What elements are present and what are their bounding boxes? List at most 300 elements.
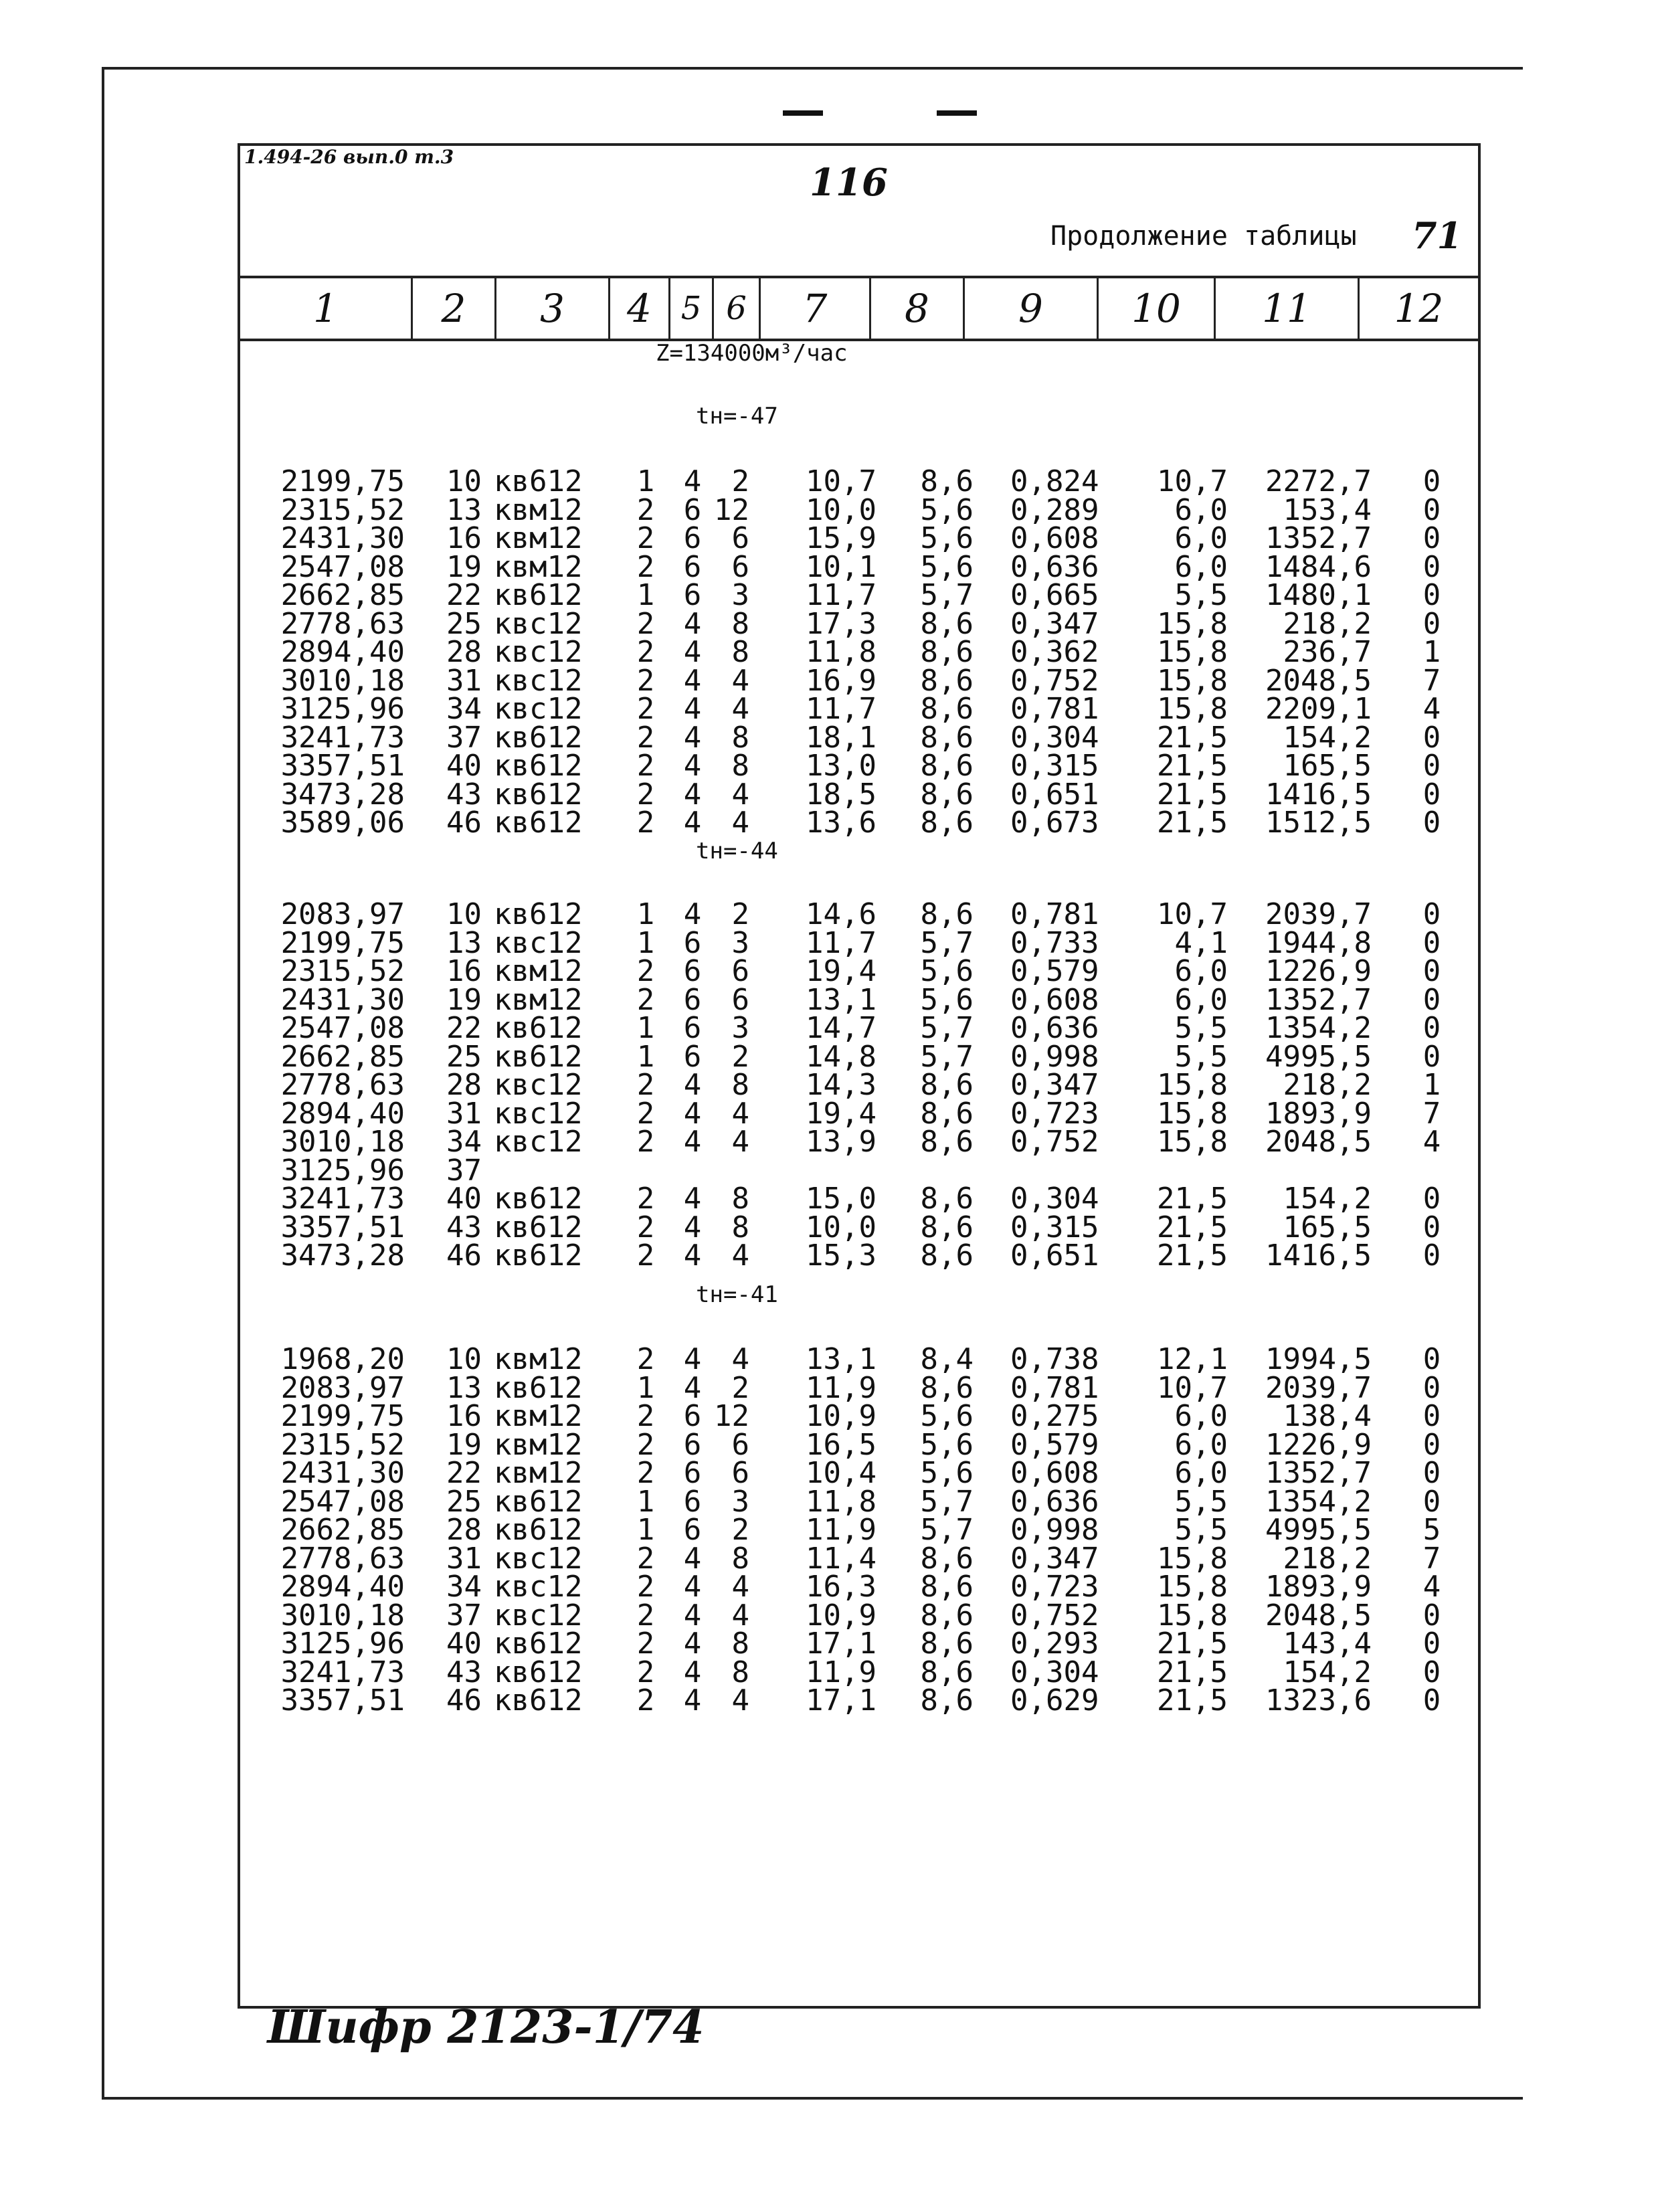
cell-col-8: 8,6 [920, 1238, 974, 1273]
table-row [0, 1399, 1660, 1433]
cell-col-3: кв612 [494, 1182, 583, 1216]
table-row [0, 578, 1660, 612]
cell-col-7: 14,3 [806, 1068, 877, 1102]
cell-col-7: 10,9 [806, 1399, 877, 1433]
cell-col-11: 218,2 [1283, 1068, 1372, 1102]
cell-col-5: 6 [683, 549, 702, 584]
cell-col-5: 6 [683, 1513, 702, 1547]
cell-col-3: кв612 [494, 1011, 583, 1045]
cell-col-10: 5,5 [1174, 578, 1228, 612]
table-row [0, 1096, 1660, 1131]
cell-col-4: 1 [636, 1370, 655, 1405]
cell-col-1: 2083,97 [280, 897, 405, 931]
cell-col-4: 2 [636, 1598, 655, 1633]
flow-rate-subtitle: Z=134000м³/час [656, 340, 848, 367]
cell-col-1: 2662,85 [280, 1039, 405, 1074]
cell-col-3: квс12 [494, 663, 583, 698]
cell-col-12: 0 [1422, 720, 1441, 755]
cell-col-1: 2894,40 [280, 1096, 405, 1131]
cell-col-4: 2 [636, 663, 655, 698]
cell-col-5: 4 [683, 1068, 702, 1102]
reference-code: 1.494-26 вып.0 т.3 [244, 146, 454, 168]
cell-col-8: 8,6 [920, 749, 974, 783]
cell-col-3: квм12 [494, 954, 583, 988]
cell-col-12: 0 [1422, 492, 1441, 527]
cell-col-4: 2 [636, 635, 655, 669]
cell-col-12: 0 [1422, 806, 1441, 840]
cell-col-9: 0,781 [1010, 692, 1099, 726]
cell-col-9: 0,608 [1010, 982, 1099, 1017]
table-row [0, 492, 1660, 527]
cell-col-3: квм12 [494, 492, 583, 527]
cell-col-5: 6 [683, 1484, 702, 1519]
cell-col-5: 6 [683, 492, 702, 527]
cell-col-3: кв612 [494, 897, 583, 931]
table-row [0, 1572, 1660, 1602]
cell-col-12: 4 [1422, 1125, 1441, 1159]
cell-col-2: 10 [446, 1342, 482, 1376]
cell-col-7: 15,0 [806, 1182, 877, 1216]
cell-col-10: 21,5 [1157, 1238, 1228, 1273]
cell-col-5: 4 [683, 806, 702, 840]
cell-col-8: 8,6 [920, 1541, 974, 1576]
cell-col-3: квс12 [494, 925, 583, 960]
table-number: 71 [1412, 214, 1463, 257]
cell-col-11: 236,7 [1283, 635, 1372, 669]
cell-col-1: 2199,75 [280, 925, 405, 960]
cell-col-1: 2315,52 [280, 492, 405, 527]
cell-col-8: 8,6 [920, 1210, 974, 1245]
cell-col-1: 2547,08 [280, 1011, 405, 1045]
cell-col-6: 6 [731, 521, 749, 555]
cell-col-10: 15,8 [1157, 606, 1228, 641]
cell-col-5: 4 [683, 635, 702, 669]
cell-col-10: 6,0 [1174, 492, 1228, 527]
cell-col-8: 8,6 [920, 692, 974, 726]
cell-col-5: 4 [683, 464, 702, 498]
cell-col-8: 5,7 [920, 1039, 974, 1074]
cell-col-7: 10,9 [806, 1598, 877, 1633]
cell-col-9: 0,304 [1010, 1182, 1099, 1216]
cell-col-5: 4 [683, 1541, 702, 1576]
cell-col-8: 8,6 [920, 720, 974, 755]
cell-col-8: 5,7 [920, 1484, 974, 1519]
cell-col-2: 28 [446, 635, 482, 669]
cell-col-6: 4 [731, 1683, 749, 1718]
cell-col-6: 4 [731, 1238, 749, 1273]
cell-col-7: 13,0 [806, 749, 877, 783]
cell-col-4: 2 [636, 1182, 655, 1216]
cell-col-11: 1994,5 [1265, 1342, 1372, 1376]
cell-col-3: квс12 [494, 1068, 583, 1102]
table-row [0, 1655, 1660, 1689]
cell-col-1: 2315,52 [280, 954, 405, 988]
cell-col-4: 2 [636, 749, 655, 783]
cell-col-6: 4 [731, 1096, 749, 1131]
table-row [0, 1238, 1660, 1273]
cell-col-6: 8 [731, 720, 749, 755]
cell-col-7: 13,1 [806, 982, 877, 1017]
cell-col-9: 0,651 [1010, 777, 1099, 812]
cell-col-8: 8,6 [920, 1068, 974, 1102]
footer-cipher: Шифр 2123-1/74 [268, 2001, 705, 2054]
table-row [0, 549, 1660, 584]
cell-col-12: 0 [1422, 897, 1441, 931]
cell-col-12: 7 [1422, 1541, 1441, 1576]
cell-col-10: 6,0 [1174, 549, 1228, 584]
cell-col-4: 2 [636, 492, 655, 527]
table-row [0, 1456, 1660, 1490]
cell-col-8: 5,6 [920, 982, 974, 1017]
cell-col-1: 3241,73 [280, 1182, 405, 1216]
cell-col-2: 40 [446, 1182, 482, 1216]
table-row [0, 606, 1660, 641]
cell-col-9: 0,781 [1010, 1370, 1099, 1405]
top-dash-left [783, 110, 823, 116]
table-row [0, 1342, 1660, 1376]
cell-col-4: 2 [636, 1342, 655, 1376]
cell-col-6: 4 [731, 777, 749, 812]
cell-col-1: 1968,20 [280, 1342, 405, 1376]
cell-col-12: 0 [1422, 1627, 1441, 1661]
cell-col-8: 8,6 [920, 635, 974, 669]
cell-col-12: 4 [1422, 1570, 1441, 1604]
cell-col-10: 15,8 [1157, 1096, 1228, 1131]
cell-col-3: кв612 [494, 749, 583, 783]
cell-col-5: 4 [683, 663, 702, 698]
cell-col-8: 5,6 [920, 1456, 974, 1490]
table-row [0, 982, 1660, 1017]
cell-col-8: 8,6 [920, 1096, 974, 1131]
cell-col-4: 2 [636, 1655, 655, 1689]
cell-col-12: 0 [1422, 1427, 1441, 1462]
cell-col-2: 22 [446, 1456, 482, 1490]
cell-col-1: 2199,75 [280, 1399, 405, 1433]
cell-col-6: 4 [731, 1342, 749, 1376]
cell-col-2: 25 [446, 606, 482, 641]
cell-col-1: 2431,30 [280, 1456, 405, 1490]
cell-col-5: 4 [683, 1370, 702, 1405]
cell-col-1: 2547,08 [280, 1484, 405, 1519]
cell-col-7: 17,1 [806, 1627, 877, 1661]
cell-col-11: 2039,7 [1265, 897, 1372, 931]
table-row [0, 751, 1660, 781]
cell-col-8: 8,6 [920, 464, 974, 498]
cell-col-11: 218,2 [1283, 606, 1372, 641]
cell-col-12: 0 [1422, 954, 1441, 988]
cell-col-6: 2 [731, 1370, 749, 1405]
cell-col-11: 1480,1 [1265, 578, 1372, 612]
cell-col-7: 11,8 [806, 1484, 877, 1519]
cell-col-11: 1893,9 [1265, 1570, 1372, 1604]
cell-col-4: 1 [636, 925, 655, 960]
cell-col-7: 11,7 [806, 925, 877, 960]
cell-col-9: 0,293 [1010, 1627, 1099, 1661]
table-row [0, 1370, 1660, 1405]
cell-col-2: 34 [446, 692, 482, 726]
cell-col-11: 1226,9 [1265, 954, 1372, 988]
cell-col-10: 21,5 [1157, 1627, 1228, 1661]
cell-col-9: 0,651 [1010, 1238, 1099, 1273]
cell-col-8: 5,6 [920, 954, 974, 988]
cell-col-5: 4 [683, 1342, 702, 1376]
cell-col-10: 15,8 [1157, 1068, 1228, 1102]
col-header-12: 12 [1358, 278, 1478, 339]
cell-col-4: 2 [636, 1210, 655, 1245]
cell-col-12: 0 [1422, 1011, 1441, 1045]
cell-col-2: 10 [446, 897, 482, 931]
table-row [0, 1427, 1660, 1462]
cell-col-2: 16 [446, 954, 482, 988]
cell-col-2: 28 [446, 1513, 482, 1547]
cell-col-8: 8,6 [920, 1598, 974, 1633]
cell-col-10: 5,5 [1174, 1484, 1228, 1519]
cell-col-2: 43 [446, 777, 482, 812]
cell-col-7: 15,3 [806, 1238, 877, 1273]
cell-col-10: 10,7 [1157, 1370, 1228, 1405]
cell-col-10: 21,5 [1157, 720, 1228, 755]
cell-col-5: 4 [683, 1570, 702, 1604]
cell-col-9: 0,636 [1010, 1484, 1099, 1519]
cell-col-1: 2894,40 [280, 1570, 405, 1604]
col-header-3: 3 [494, 278, 608, 339]
cell-col-6: 3 [731, 1484, 749, 1519]
cell-col-5: 4 [683, 1683, 702, 1718]
cell-col-11: 218,2 [1283, 1541, 1372, 1576]
cell-col-1: 2778,63 [280, 1068, 405, 1102]
cell-col-9: 0,304 [1010, 720, 1099, 755]
cell-col-1: 2083,97 [280, 1370, 405, 1405]
cell-col-7: 18,1 [806, 720, 877, 755]
table-row [0, 720, 1660, 755]
cell-col-2: 46 [446, 1238, 482, 1273]
table-row [0, 1039, 1660, 1074]
cell-col-5: 6 [683, 925, 702, 960]
cell-col-11: 4995,5 [1265, 1513, 1372, 1547]
cell-col-3: квс12 [494, 692, 583, 726]
cell-col-1: 3357,51 [280, 749, 405, 783]
cell-col-4: 2 [636, 806, 655, 840]
cell-col-4: 2 [636, 692, 655, 726]
page-number: 116 [810, 161, 888, 205]
cell-col-12: 7 [1422, 663, 1441, 698]
cell-col-9: 0,998 [1010, 1513, 1099, 1547]
cell-col-3: кв612 [494, 1238, 583, 1273]
table-row [0, 1210, 1660, 1245]
cell-col-2: 13 [446, 925, 482, 960]
cell-col-9: 0,347 [1010, 606, 1099, 641]
table-row [0, 1011, 1660, 1045]
cell-col-6: 8 [731, 1655, 749, 1689]
cell-col-3: квм12 [494, 1399, 583, 1433]
cell-col-6: 4 [731, 692, 749, 726]
cell-col-5: 4 [683, 1125, 702, 1159]
cell-col-10: 15,8 [1157, 635, 1228, 669]
cell-col-5: 4 [683, 777, 702, 812]
cell-col-4: 2 [636, 1068, 655, 1102]
cell-col-9: 0,629 [1010, 1683, 1099, 1718]
cell-col-4: 1 [636, 1513, 655, 1547]
cell-col-10: 6,0 [1174, 521, 1228, 555]
cell-col-5: 4 [683, 692, 702, 726]
cell-col-10: 21,5 [1157, 777, 1228, 812]
cell-col-9: 0,362 [1010, 635, 1099, 669]
table-row [0, 521, 1660, 555]
cell-col-9: 0,738 [1010, 1342, 1099, 1376]
cell-col-1: 3125,96 [280, 692, 405, 726]
cell-col-5: 6 [683, 1039, 702, 1074]
cell-col-7: 15,9 [806, 521, 877, 555]
table-row [0, 808, 1660, 838]
cell-col-7: 11,7 [806, 692, 877, 726]
cell-col-7: 18,5 [806, 777, 877, 812]
cell-col-8: 8,6 [920, 1370, 974, 1405]
cell-col-7: 17,3 [806, 606, 877, 641]
cell-col-12: 0 [1422, 982, 1441, 1017]
cell-col-6: 8 [731, 606, 749, 641]
cell-col-10: 15,8 [1157, 1541, 1228, 1576]
cell-col-12: 1 [1422, 635, 1441, 669]
cell-col-5: 6 [683, 1399, 702, 1433]
cell-col-11: 1354,2 [1265, 1011, 1372, 1045]
cell-col-7: 10,0 [806, 492, 877, 527]
cell-col-4: 2 [636, 606, 655, 641]
table-row [0, 1153, 1660, 1188]
cell-col-2: 46 [446, 806, 482, 840]
cell-col-1: 3010,18 [280, 1598, 405, 1633]
cell-col-5: 6 [683, 1427, 702, 1462]
cell-col-4: 2 [636, 1427, 655, 1462]
col-header-11: 11 [1214, 278, 1358, 339]
cell-col-8: 8,6 [920, 1655, 974, 1689]
cell-col-3: квм12 [494, 1342, 583, 1376]
cell-col-9: 0,275 [1010, 1399, 1099, 1433]
cell-col-1: 2431,30 [280, 521, 405, 555]
cell-col-2: 43 [446, 1655, 482, 1689]
cell-col-11: 143,4 [1283, 1627, 1372, 1661]
cell-col-7: 11,9 [806, 1513, 877, 1547]
cell-col-2: 37 [446, 1153, 482, 1188]
cell-col-3: квм12 [494, 549, 583, 584]
cell-col-9: 0,665 [1010, 578, 1099, 612]
cell-col-2: 31 [446, 1541, 482, 1576]
cell-col-6: 12 [714, 1399, 749, 1433]
cell-col-12: 4 [1422, 692, 1441, 726]
cell-col-7: 11,7 [806, 578, 877, 612]
cell-col-12: 1 [1422, 1068, 1441, 1102]
cell-col-5: 4 [683, 1096, 702, 1131]
cell-col-8: 8,6 [920, 1570, 974, 1604]
table-row [0, 635, 1660, 669]
cell-col-10: 21,5 [1157, 1683, 1228, 1718]
cell-col-2: 31 [446, 663, 482, 698]
cell-col-9: 0,636 [1010, 549, 1099, 584]
cell-col-9: 0,636 [1010, 1011, 1099, 1045]
cell-col-11: 154,2 [1283, 720, 1372, 755]
cell-col-7: 10,7 [806, 464, 877, 498]
cell-col-9: 0,608 [1010, 1456, 1099, 1490]
table-row [0, 1683, 1660, 1718]
table-row [0, 1184, 1660, 1214]
cell-col-1: 2199,75 [280, 464, 405, 498]
cell-col-6: 2 [731, 464, 749, 498]
cell-col-7: 10,1 [806, 549, 877, 584]
cell-col-12: 0 [1422, 606, 1441, 641]
cell-col-6: 6 [731, 954, 749, 988]
cell-col-7: 13,1 [806, 1342, 877, 1376]
table-row [0, 925, 1660, 960]
cell-col-6: 6 [731, 549, 749, 584]
cell-col-6: 8 [731, 1068, 749, 1102]
cell-col-1: 3473,28 [280, 777, 405, 812]
cell-col-5: 4 [683, 897, 702, 931]
cell-col-4: 2 [636, 1399, 655, 1433]
section-header: tн=-41 [696, 1281, 778, 1308]
cell-col-4: 1 [636, 464, 655, 498]
cell-col-2: 40 [446, 1627, 482, 1661]
cell-col-7: 11,9 [806, 1655, 877, 1689]
cell-col-8: 8,6 [920, 663, 974, 698]
cell-col-7: 17,1 [806, 1683, 877, 1718]
cell-col-5: 6 [683, 1011, 702, 1045]
cell-col-3: квс12 [494, 1541, 583, 1576]
cell-col-5: 4 [683, 1598, 702, 1633]
cell-col-8: 5,6 [920, 492, 974, 527]
cell-col-4: 2 [636, 1125, 655, 1159]
cell-col-9: 0,579 [1010, 954, 1099, 988]
cell-col-12: 0 [1422, 1456, 1441, 1490]
cell-col-8: 5,6 [920, 1399, 974, 1433]
cell-col-12: 0 [1422, 749, 1441, 783]
cell-col-8: 8,6 [920, 897, 974, 931]
cell-col-3: квс12 [494, 1570, 583, 1604]
cell-col-11: 154,2 [1283, 1655, 1372, 1689]
cell-col-10: 15,8 [1157, 663, 1228, 698]
cell-col-9: 0,781 [1010, 897, 1099, 931]
cell-col-10: 21,5 [1157, 1655, 1228, 1689]
cell-col-1: 3357,51 [280, 1210, 405, 1245]
cell-col-6: 12 [714, 492, 749, 527]
cell-col-8: 8,6 [920, 1683, 974, 1718]
cell-col-8: 5,6 [920, 549, 974, 584]
cell-col-4: 2 [636, 954, 655, 988]
table-row [0, 954, 1660, 988]
cell-col-3: кв612 [494, 1039, 583, 1074]
cell-col-11: 2048,5 [1265, 1125, 1372, 1159]
cell-col-10: 6,0 [1174, 1427, 1228, 1462]
cell-col-2: 37 [446, 720, 482, 755]
cell-col-4: 1 [636, 1011, 655, 1045]
cell-col-10: 21,5 [1157, 806, 1228, 840]
section-header: tн=-47 [696, 403, 778, 430]
top-dash-right [937, 110, 977, 116]
cell-col-3: кв612 [494, 777, 583, 812]
col-header-4: 4 [608, 278, 668, 339]
col-header-8: 8 [869, 278, 963, 339]
cell-col-10: 21,5 [1157, 1210, 1228, 1245]
cell-col-12: 0 [1422, 1399, 1441, 1433]
cell-col-11: 154,2 [1283, 1182, 1372, 1216]
table-row [0, 897, 1660, 931]
cell-col-8: 8,4 [920, 1342, 974, 1376]
cell-col-7: 14,7 [806, 1011, 877, 1045]
cell-col-2: 16 [446, 521, 482, 555]
cell-col-4: 2 [636, 1627, 655, 1661]
cell-col-9: 0,315 [1010, 1210, 1099, 1245]
cell-col-10: 5,5 [1174, 1513, 1228, 1547]
cell-col-11: 1893,9 [1265, 1096, 1372, 1131]
cell-col-3: кв612 [494, 578, 583, 612]
